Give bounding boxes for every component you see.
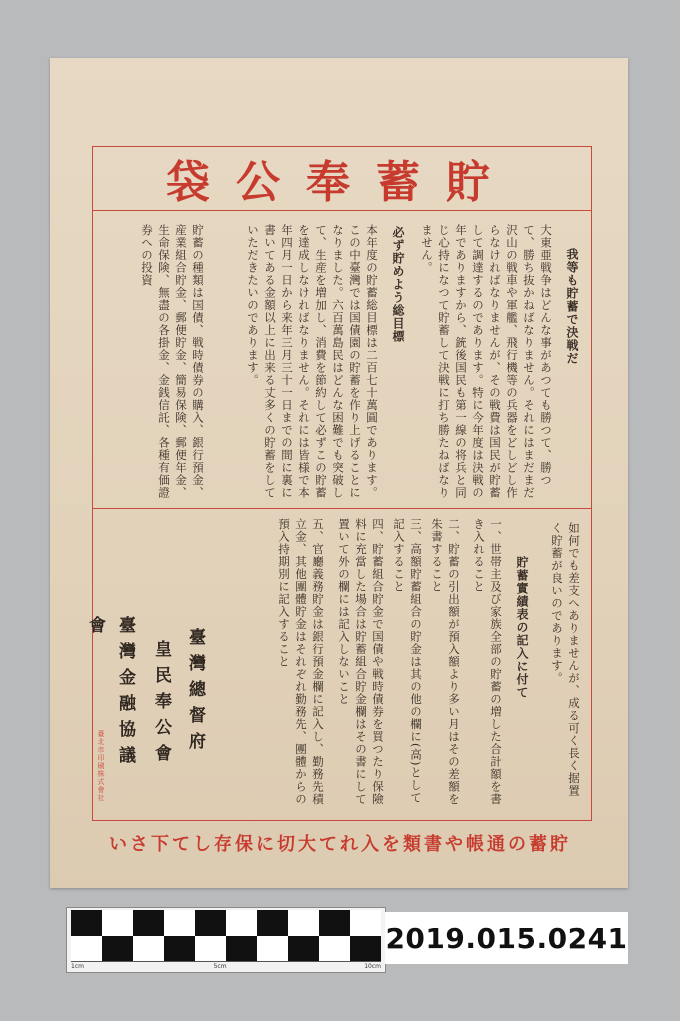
ruler-label-10cm: 10cm xyxy=(364,963,381,970)
paragraph-long-term-savings: 如何でも差支へありませんが、成る可く長く据置く貯蓄が良いのであります。 xyxy=(550,522,581,797)
section-heading-target: 必ず貯めよう総目標 xyxy=(391,226,405,343)
section-heading-decisive-battle: 我等も貯蓄で決戦だ xyxy=(565,248,579,365)
scale-ruler xyxy=(66,907,386,973)
instruction-item-4: 四、貯蓄組合貯金で国債や戦時債券を買つたり保險料に充當した場合は貯蓄組合貯金欄はその書にして置いて外の欄には記入しないこと xyxy=(337,518,385,806)
instruction-item-5: 五、官廳義務貯金は銀行預金欄に記入し、勤務先積立金、其他團體貯金はそれぞれ勤務先、團體からの預入持期別に記入すること xyxy=(277,518,325,806)
ruler-checker-row-bottom xyxy=(71,936,381,962)
instruction-item-1: 一、世帯主及び家族全部の貯蓄の増した合計額を書き入れること xyxy=(472,518,503,806)
section-heading-record-instructions: 貯蓄實績表の記入に付て xyxy=(515,556,529,699)
footer-instruction: 貯蓄の通帳や書類を入れて大切に保存して下さい xyxy=(109,834,571,855)
instruction-item-2: 二、貯蓄の引出額が預入額より多い月はその差額を朱書すること xyxy=(430,518,461,806)
section-divider xyxy=(92,508,592,509)
instruction-item-3: 三、高額貯蓄組合の貯金は其の他の欄に(高)として記入すること xyxy=(392,518,423,804)
ruler-label-5cm: 5cm xyxy=(213,963,227,970)
paragraph-savings-types: 貯蓄の種類は国債、戦時債券の購入、銀行預金、産業組合貯金、郵便貯金、簡易保険、郵便年金、生命保険、無盡の各掛金、金銭信託、各種有価證券への投資 xyxy=(140,224,205,499)
ruler-checker-row-top xyxy=(71,910,381,936)
issuer-financial-council: 臺灣金融協議會 xyxy=(85,616,135,772)
paragraph-savings-target: 本年度の貯蓄総目標は二百七十萬圓であります。この中臺灣では国債園の貯蓄を作り上げることになりました。六百萬島民はどんな困難でも突破して、生産を増加し、消費を節約して必ずこの貯蓄を達成しなければなりません。それには皆様で本年四月一日から来年三月三十一日までの間に裏に書いてある金額以上に出来る丈多くの貯蓄をしていただきたいのであります。 xyxy=(246,224,379,499)
document-title: 貯蓄奉公袋 xyxy=(166,157,516,208)
ruler-label-1cm: 1cm xyxy=(71,963,84,970)
ruler-scale xyxy=(71,961,381,970)
title-divider xyxy=(92,210,592,211)
printer-mark: 臺北市印刷株式會社 xyxy=(97,730,105,802)
issuer-hokokai: 皇民奉公會 xyxy=(151,640,171,770)
paragraph-war-effort: 大東亜戦争はどんな事があつても勝つて、勝つて、勝ち抜かねばなりません。それにはまだまだ沢山の戦車や軍艦、飛行機等の兵器をどしどし作らなければなりませんが、その戦費は国民が貯蓄して調達するのであります。特に今年度は決戦の年でありますから、銃後国民も第一線の将兵と同じ心持になつて貯蓄して決戦に打ち勝たねばなりません。 xyxy=(420,224,553,499)
accession-number: 2019.015.0241 xyxy=(385,912,628,964)
issuer-governor-general: 臺灣總督府 xyxy=(185,628,205,758)
